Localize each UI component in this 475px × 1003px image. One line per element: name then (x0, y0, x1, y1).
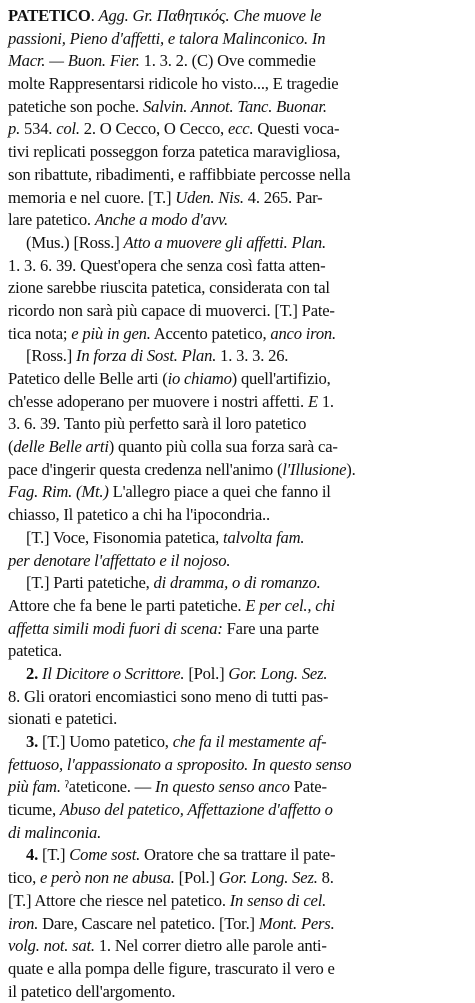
text-line (8, 368, 469, 391)
text-line (8, 550, 469, 573)
text-segment: 2. O Cecco, O Cecco, (79, 119, 228, 139)
text-line (8, 232, 469, 255)
italic-text: Gor. Long. Sez. (228, 663, 328, 683)
text-line (8, 96, 469, 119)
text-line (8, 118, 469, 141)
text-line (8, 164, 469, 187)
italic-text: e però non ne abusa. (39, 868, 175, 888)
text-segment: Questi voca- (253, 119, 340, 139)
text-line (8, 187, 469, 210)
text-line (8, 731, 469, 754)
italic-text: volg. not. sat. (8, 936, 95, 956)
text-line (8, 277, 469, 300)
text-line (8, 28, 469, 51)
text-line (8, 527, 469, 550)
text-segment: ) quell'artifizio, (231, 369, 331, 388)
text-line (8, 5, 469, 28)
text-line (8, 935, 469, 958)
text-segment: ). (346, 459, 356, 479)
text-segment: 4. 265. Par- (243, 187, 323, 207)
headword-or-sense-number: 4. (26, 845, 42, 865)
italic-text: per denotare l'affettato e il nojoso. (8, 550, 231, 570)
italic-text: anco iron. (270, 323, 336, 343)
text-segment: [T.] Uomo patetico, (42, 732, 173, 751)
italic-text: Atto a muovere gli affetti. Plan. (123, 232, 326, 252)
text-segment: Attore che fa bene le parti patetiche. (8, 595, 246, 615)
text-line (8, 618, 469, 641)
text-line (8, 776, 469, 799)
text-line (8, 844, 469, 867)
italic-text: passioni, Pieno d'affetti, e talora Malinconico. In (8, 28, 326, 48)
italic-text: talvolta fam. (223, 527, 305, 547)
text-line (8, 300, 469, 323)
text-segment: lare patetico. (8, 210, 95, 230)
text-segment: patetiche son poche. (8, 96, 143, 116)
text-line (8, 981, 469, 1003)
text-line (8, 572, 469, 595)
text-segment: ch'esse adoperano per muovere i nostri affetti. (8, 391, 308, 411)
text-line (8, 209, 469, 232)
italic-text: affetta simili modi fuori di scena: (8, 618, 223, 638)
italic-text: ecc. (227, 119, 254, 139)
text-segment: 534. (24, 119, 57, 139)
text-segment: ricordo non sarà più capace di muoverci. [T.] Pate- (8, 300, 335, 320)
dictionary-entry-text (8, 5, 469, 1003)
text-line (8, 867, 469, 890)
text-segment: son ribattute, ribadimenti, e raffibbiate percosse nella (8, 164, 351, 184)
text-segment: chiasso, Il patetico a chi ha l'ipocondria.. (8, 505, 270, 525)
text-segment: [T.] Parti patetiche, (26, 573, 154, 593)
text-segment: quate e alla pompa delle figure, trascurato il vero e (8, 958, 335, 978)
italic-text: Uden. Nis. (175, 187, 244, 207)
text-segment: 3. 6. 39. Tanto più perfetto sarà il loro patetico (8, 414, 307, 434)
text-segment: ( (8, 437, 14, 457)
text-line (8, 436, 469, 459)
text-line (8, 255, 469, 278)
headword-or-sense-number: 2. (26, 663, 42, 683)
italic-text: In senso di cel. (229, 890, 327, 910)
text-segment: 1. 3. 6. 39. Quest'opera che senza così fatta atten- (8, 255, 326, 275)
text-line (8, 799, 469, 822)
text-segment: 8. (317, 868, 334, 888)
text-segment: [T.] Voce, Fisonomia patetica, (26, 527, 224, 547)
italic-text: Fag. Rim. (Mt.) (8, 482, 109, 502)
text-segment: 8. Gli oratori encomiastici sono meno di tutti pas- (8, 686, 329, 706)
italic-text: e più in gen. (71, 323, 151, 343)
text-segment: Patetico delle Belle arti ( (8, 369, 168, 388)
italic-text: E (307, 391, 318, 411)
italic-text: Il Dicitore o Scrittore. (42, 663, 185, 683)
text-segment: [T.] (42, 845, 70, 865)
text-line (8, 504, 469, 527)
italic-text: fettuoso, l'appassionato a sproposito. In questo senso (8, 754, 352, 774)
italic-text: Come sost. (69, 845, 141, 865)
text-segment: il patetico dell'argomento. (8, 981, 176, 1001)
italic-text: più fam. (8, 777, 61, 797)
italic-text: In questo senso anco (155, 777, 290, 797)
italic-text: Salvin. Annot. Tanc. Buonar. (142, 96, 327, 116)
text-line (8, 413, 469, 436)
text-segment: ) quanto più colla sua forza sarà ca- (108, 437, 338, 457)
text-segment: 1. Nel correr dietro alle parole anti- (94, 936, 327, 956)
text-segment: . (90, 6, 99, 25)
italic-text: E per cel., chi (245, 595, 335, 615)
italic-text: Gor. Long. Sez. (218, 868, 318, 888)
text-segment: tivi replicati posseggon forza patetica maravigliosa, (8, 142, 341, 162)
italic-text: Abuso del patetico, Affettazione d'affetto o (59, 800, 333, 820)
text-segment: zione sarebbe riuscita patetica, considerata con tal (8, 278, 330, 298)
text-segment: ˀateticone. — (60, 777, 155, 797)
italic-text: Agg. Gr. Παθητικός. Che muove le (98, 6, 322, 25)
italic-text: col. (56, 119, 80, 139)
italic-text: che fa il mestamente af- (172, 732, 327, 751)
headword-or-sense-number: PATETICO (8, 6, 91, 25)
text-line (8, 958, 469, 981)
text-segment: memoria e nel cuore. [T.] (8, 187, 176, 207)
text-line (8, 345, 469, 368)
text-segment: (Mus.) [Ross.] (26, 232, 124, 252)
italic-text: di malinconia. (8, 822, 102, 842)
text-segment: Dare, Cascare nel patetico. [Tor.] (38, 913, 259, 933)
text-segment: [T.] Attore che riesce nel patetico. (8, 890, 230, 910)
text-line (8, 686, 469, 709)
italic-text: l'Illusione (282, 459, 347, 479)
text-segment: Fare una parte (222, 618, 319, 638)
text-line (8, 595, 469, 618)
text-segment: tica nota; (8, 323, 72, 343)
text-segment: 1. 3. 2. (C) Ove commedie (139, 51, 316, 71)
text-line (8, 481, 469, 504)
italic-text: Anche a modo d'avv. (94, 210, 228, 230)
text-segment: patetica. (8, 641, 62, 661)
italic-text: Macr. — Buon. Fier. (8, 51, 140, 71)
text-segment: Accento patetico, (150, 323, 271, 343)
text-segment: pace d'ingerir questa credenza nell'animo ( (8, 459, 283, 479)
headword-or-sense-number: 3. (26, 732, 42, 751)
text-segment: 1. (317, 391, 334, 411)
text-segment: Oratore che sa trattare il pate- (140, 845, 336, 865)
text-line (8, 708, 469, 731)
text-segment: L'allegro piace a quei che fanno il (108, 482, 331, 502)
text-line (8, 73, 469, 96)
text-line (8, 141, 469, 164)
italic-text: iron. (8, 913, 39, 933)
italic-text: di dramma, o di romanzo. (153, 573, 321, 593)
text-line (8, 640, 469, 663)
italic-text: io chiamo (167, 369, 232, 388)
text-segment: [Pol.] (174, 868, 219, 888)
italic-text: In forza di Sost. Plan. (76, 346, 217, 366)
text-line (8, 663, 469, 686)
text-line (8, 323, 469, 346)
text-segment: molte Rappresentarsi ridicole ho visto..., E tragedie (8, 74, 339, 94)
text-line (8, 913, 469, 936)
italic-text: p. (8, 119, 24, 139)
text-segment: [Ross.] (26, 346, 77, 366)
text-line (8, 822, 469, 845)
text-line (8, 391, 469, 414)
text-line (8, 754, 469, 777)
text-segment: ticume, (8, 800, 60, 820)
text-segment: [Pol.] (184, 663, 229, 683)
text-line (8, 50, 469, 73)
italic-text: delle Belle arti (13, 437, 109, 457)
text-line (8, 890, 469, 913)
text-segment: Pate- (289, 777, 327, 797)
text-segment: 1. 3. 3. 26. (216, 346, 289, 366)
italic-text: Mont. Pers. (258, 913, 335, 933)
text-segment: sionati e patetici. (8, 709, 118, 729)
text-line (8, 459, 469, 482)
text-segment: tico, (8, 868, 40, 888)
